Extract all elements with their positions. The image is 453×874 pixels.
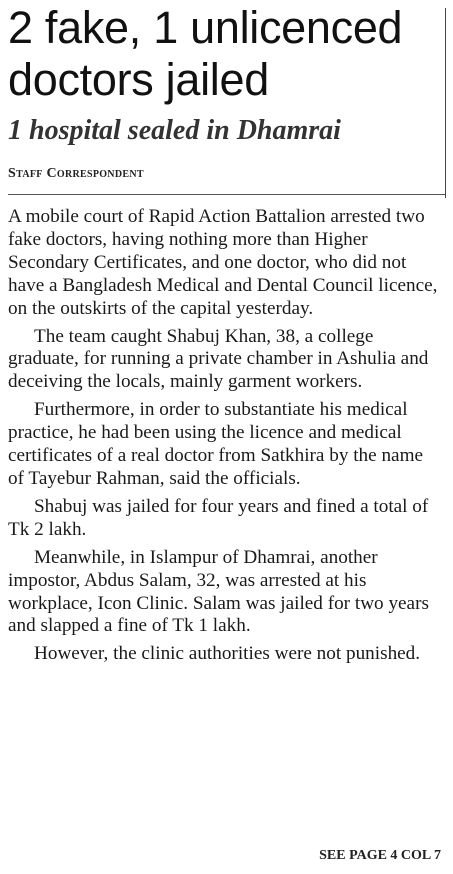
column-rule xyxy=(445,8,446,198)
subheadline: 1 hospital sealed in Dhamrai xyxy=(8,115,341,146)
headline: 2 fake, 1 unlicenced doctors jailed xyxy=(8,2,403,105)
continuation-reference: SEE PAGE 4 COL 7 xyxy=(319,848,441,863)
paragraph-6: However, the clinic authorities were not punished. xyxy=(34,643,421,665)
paragraph-1: A mobile court of Rapid Action Battalion arrested two fake doctors, having nothing more than Higher Secondary Certificates, and one doctor, who did not have a Bangladesh Medical and Dental Council licence, on the outskirts of the capital yesterday. xyxy=(8,206,438,319)
byline-divider xyxy=(8,194,445,195)
paragraph-2: The team caught Shabuj Khan, 38, a college graduate, for running a private chamber in Ashulia and deceiving the locals, mainly garment workers. xyxy=(8,325,429,393)
paragraph-3: Furthermore, in order to substantiate his medical practice, he had been using the licence and medical certificates of a real doctor from Satkhira by the name of Tayebur Rahman, said the officials. xyxy=(8,399,424,489)
paragraph-5: Meanwhile, in Islampur of Dhamrai, another impostor, Abdus Salam, 32, was arrested at his workplace, Icon Clinic. Salam was jailed for two years and slapped a fine of Tk 1 lakh. xyxy=(8,546,429,637)
byline: Staff Correspondent xyxy=(8,166,144,181)
article-body xyxy=(8,206,440,671)
paragraph-4: Shabuj was jailed for four years and fined a total of Tk 2 lakh. xyxy=(8,495,429,540)
